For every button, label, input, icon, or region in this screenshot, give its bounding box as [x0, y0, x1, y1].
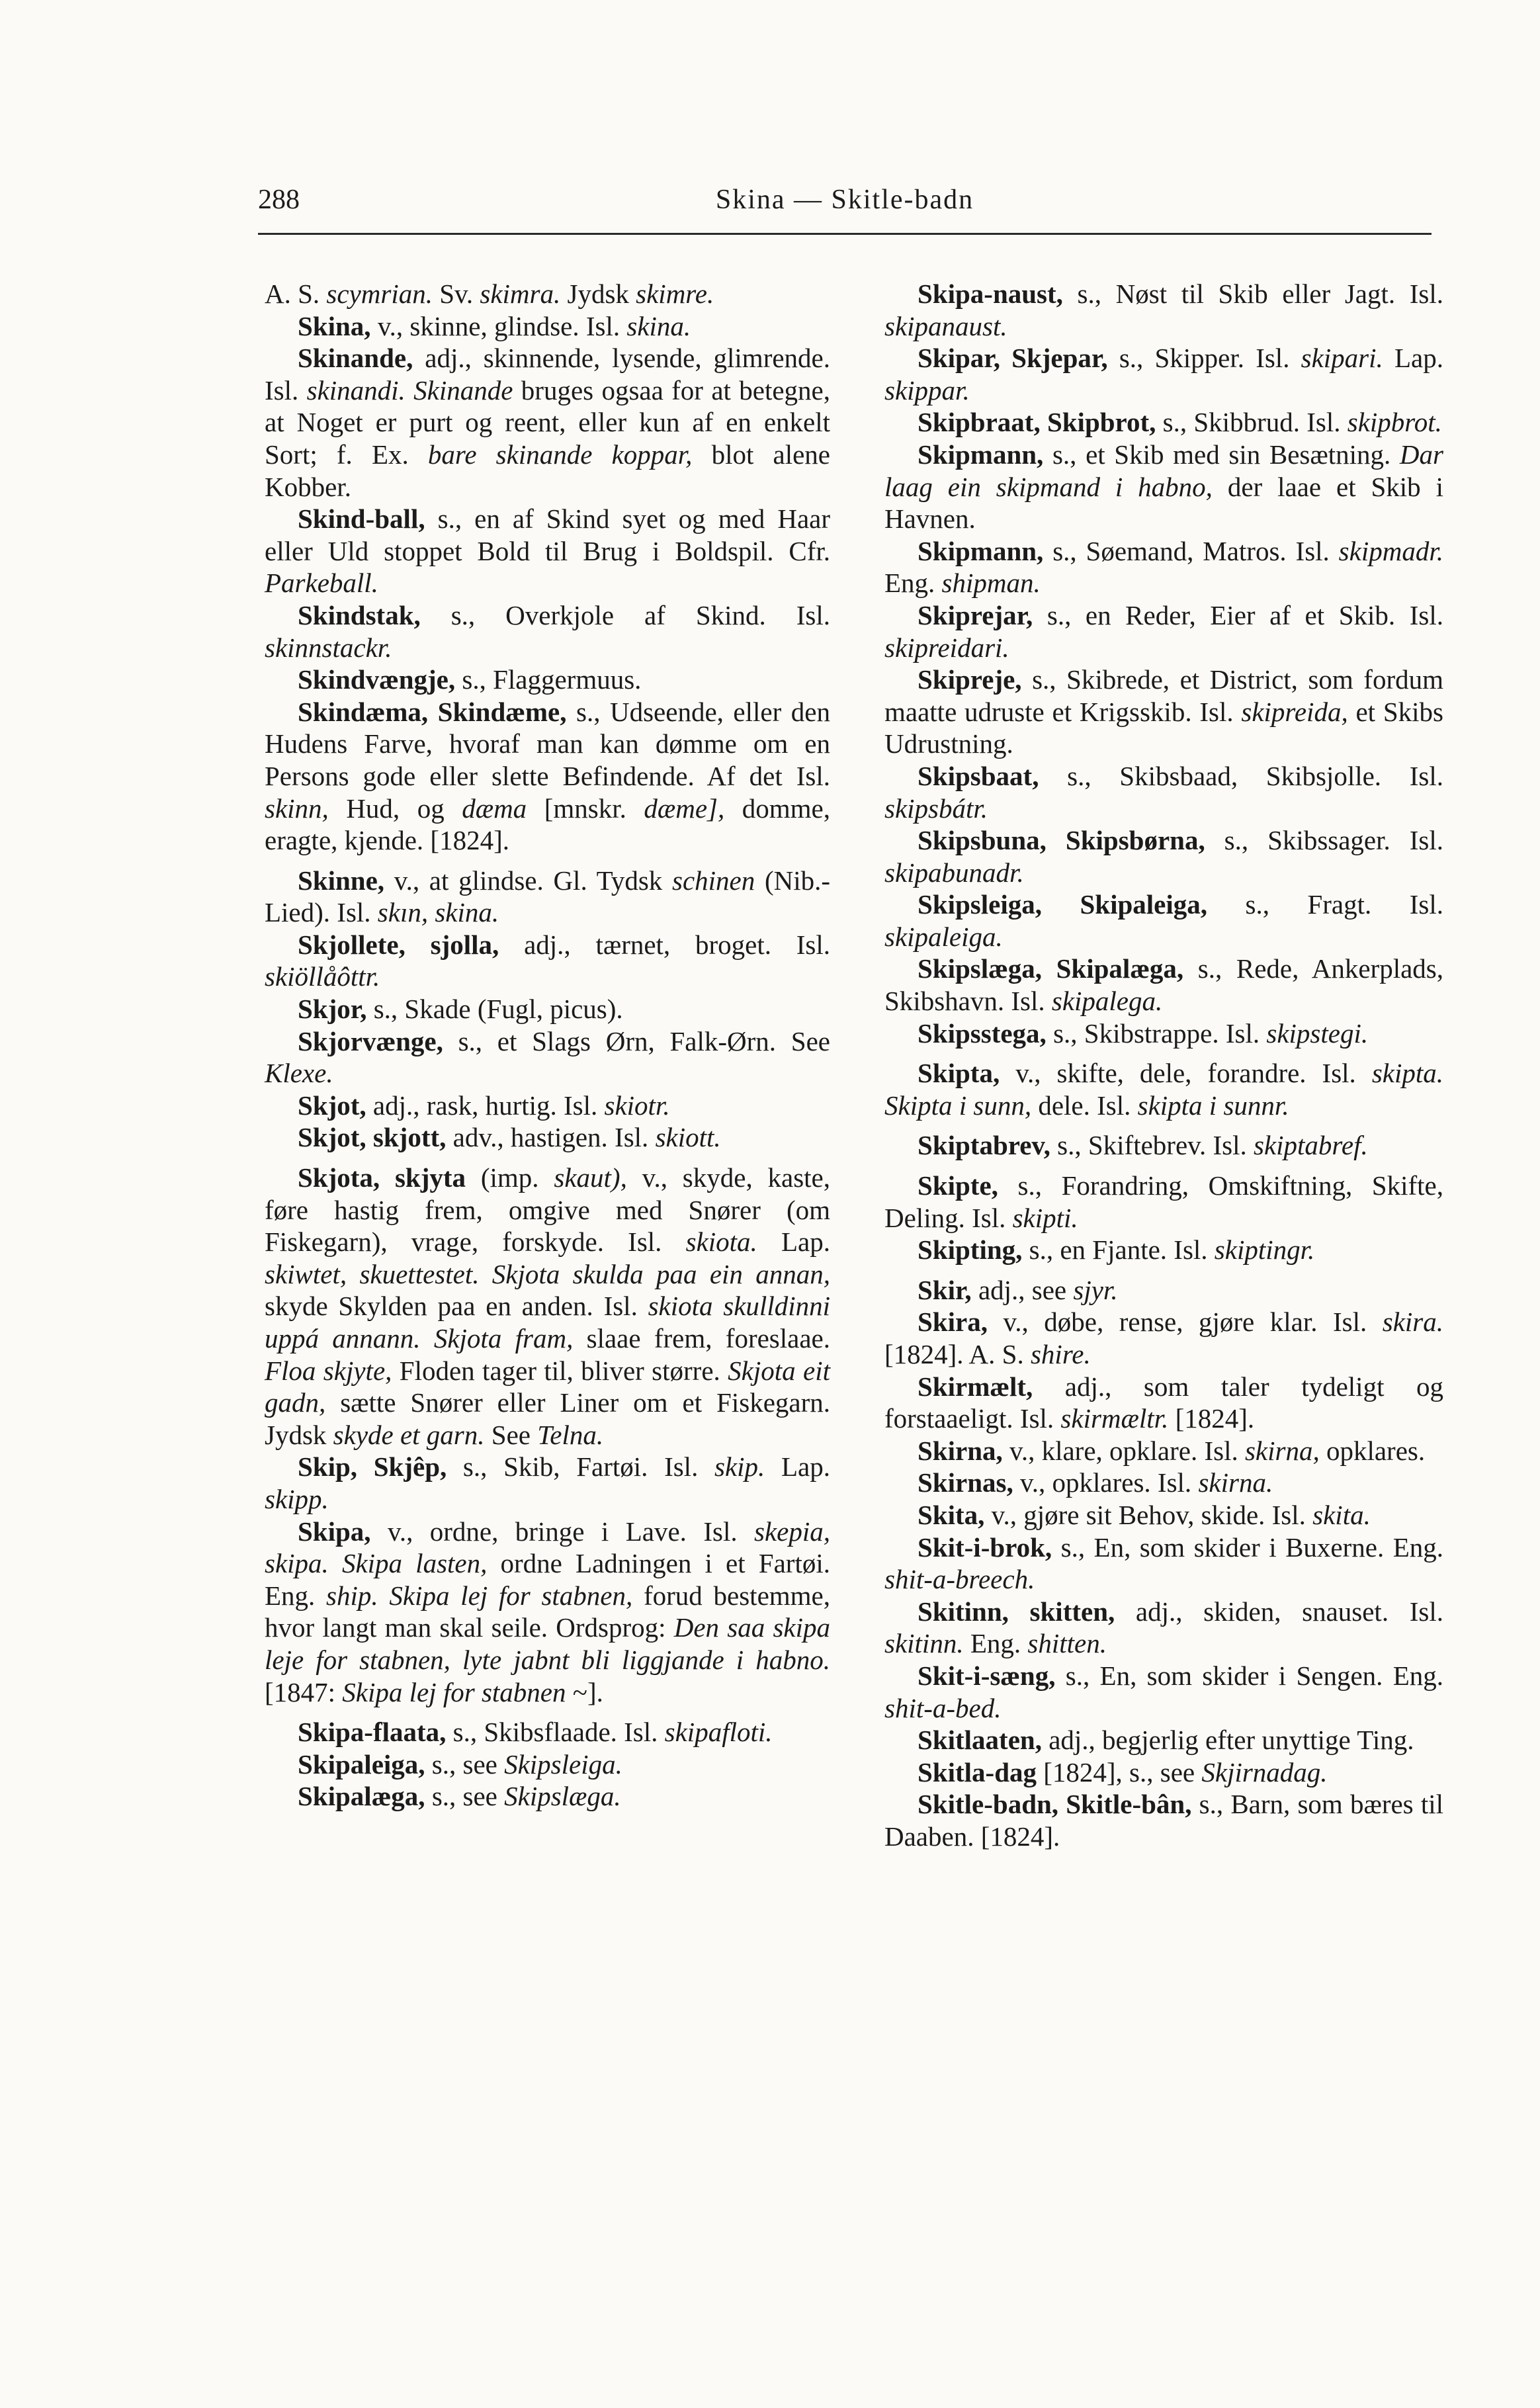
entry-text: bruges ogsaa for at betegne, at Noget er purt og reent, eller kun af en enkelt Sort; f. Ex. — [265, 374, 830, 470]
entry-text: [1824]. A. S. — [884, 1339, 1031, 1369]
page-header — [258, 184, 1432, 226]
dictionary-entry — [884, 1057, 1443, 1121]
italic-text: Floa skjyte, — [265, 1355, 392, 1386]
italic-text: skitinn. — [884, 1628, 964, 1659]
entry-text: Eng. — [963, 1628, 1028, 1659]
entry-text: A. S. — [265, 279, 327, 309]
dictionary-entry — [265, 1025, 830, 1090]
entry-text: s., En, som skider i Sengen. Eng. — [1055, 1660, 1443, 1691]
entry-text: s., Skibstrappe. Isl. — [1046, 1017, 1267, 1049]
headword: Skipar, Skjepar, — [918, 343, 1108, 374]
italic-text: Dar laag ein skipmand i habno, — [884, 439, 1443, 502]
italic-text: skipbrot. — [1347, 407, 1442, 438]
italic-text: shit-a-bed. — [884, 1692, 1002, 1723]
italic-text: skippar. — [884, 374, 970, 406]
italic-text: skipti. — [1012, 1202, 1078, 1233]
italic-text: sjyr. — [1073, 1274, 1118, 1305]
italic-text: skina. — [626, 310, 691, 341]
entry-text: See — [484, 1419, 538, 1450]
dictionary-entry — [265, 503, 830, 599]
headword: Skipa-flaata, — [298, 1717, 447, 1748]
entry-text: adj., begjerlig efter unyttige Ting. — [1041, 1725, 1414, 1756]
italic-text: skimra. — [480, 279, 561, 309]
entry-text: s., Rede, Ankerplads, Skibshavn. Isl. — [884, 953, 1443, 1017]
entry-text: sætte Snører eller Liner om et Fiskegarn. Jydsk — [265, 1387, 830, 1450]
headword: Skipsbaat, — [918, 760, 1039, 791]
entry-text: s., Skipper. Isl. — [1107, 343, 1301, 374]
dictionary-entry — [265, 1748, 830, 1781]
italic-text: dæma — [462, 793, 527, 824]
headword: Skitle-badn, Skitle-bân, — [918, 1789, 1192, 1820]
entry-text: opklares. — [1319, 1435, 1426, 1466]
dictionary-entry — [884, 599, 1443, 664]
right-column — [884, 278, 1443, 1853]
entry-text: domme, eragte, kjende. [1824]. — [265, 793, 830, 856]
dictionary-entry — [884, 1756, 1443, 1789]
headword: Skjorvænge, — [298, 1025, 443, 1056]
dictionary-entry — [884, 1467, 1443, 1499]
headword: Skitlaaten, — [918, 1725, 1042, 1756]
italic-text: skiöllåôttr. — [265, 961, 380, 992]
dictionary-entry — [884, 406, 1443, 439]
italic-text: skipaleiga. — [884, 921, 1003, 952]
entry-text: [1847: — [265, 1676, 343, 1707]
headword: Skira, — [918, 1307, 988, 1338]
entry-text: dele. Isl. — [1031, 1090, 1138, 1121]
entry-text: ~]. — [566, 1676, 603, 1707]
running-head: Skina — Skitle-badn — [715, 185, 974, 215]
entry-text: [1824]. — [1168, 1403, 1255, 1434]
italic-text: skiota. — [685, 1226, 757, 1258]
entry-text: s., Skibsbaad, Skibsjolle. Isl. — [1039, 760, 1443, 791]
headword: Skitla-dag — [918, 1756, 1037, 1787]
dictionary-entry — [884, 1499, 1443, 1531]
headword: Skindvængje, — [298, 664, 456, 695]
entry-text: [mnskr. — [527, 793, 644, 824]
entry-text: v., ordne, bringe i Lave. Isl. — [370, 1516, 754, 1547]
italic-text: shire. — [1030, 1339, 1091, 1369]
headword: Skitinn, skitten, — [918, 1596, 1115, 1627]
italic-text: skepia, skipa. Skipa lasten, — [265, 1516, 830, 1579]
dictionary-entry — [884, 664, 1443, 760]
entry-text: adj., skiden, snauset. Isl. — [1115, 1596, 1443, 1627]
italic-text: skimre. — [636, 279, 714, 309]
dictionary-entry — [884, 1435, 1443, 1467]
dictionary-entry — [884, 1724, 1443, 1756]
dictionary-entry — [265, 1121, 830, 1154]
headword: Skipa-naust, — [918, 279, 1063, 309]
entry-text: Lap. — [765, 1451, 830, 1483]
headword: Skirna, — [918, 1435, 1003, 1466]
headword: Skipta, — [918, 1058, 1000, 1089]
entry-text: v., klare, opklare. Isl. — [1002, 1435, 1245, 1466]
entry-text: v., gjøre sit Behov, skide. Isl. — [984, 1499, 1313, 1530]
italic-text: skira. — [1382, 1307, 1443, 1338]
italic-text: skirna. — [1198, 1467, 1273, 1498]
headword: Skina, — [298, 310, 371, 341]
headword: Skipbraat, Skipbrot, — [918, 407, 1156, 438]
dictionary-entry — [884, 278, 1443, 342]
entry-text: v., skifte, dele, forandre. Isl. — [1000, 1058, 1372, 1089]
entry-text: s., Udseende, eller den Hudens Farve, hvoraf man kan dømme om en Persons gode eller slette Befindende. Af det Isl. — [265, 696, 830, 791]
entry-text: s., en Reder, Eier af et Skib. Isl. — [1033, 599, 1443, 630]
dictionary-entry — [265, 599, 830, 664]
headword: Skind-ball, — [298, 503, 425, 535]
italic-text: skiotr. — [604, 1090, 670, 1121]
entry-text: (Nib.-Lied). Isl. — [265, 865, 831, 928]
dictionary-entry — [884, 439, 1443, 535]
entry-text: s., et Skib med sin Besætning. — [1043, 439, 1400, 470]
entry-text: s., Flaggermuus. — [455, 664, 642, 695]
italic-text: dæme], — [644, 793, 725, 824]
entry-text: adv., hastigen. Isl. — [446, 1122, 656, 1153]
dictionary-entry — [265, 1451, 830, 1515]
italic-text: skipari. — [1301, 343, 1383, 374]
entry-text: s., Søemand, Matros. Isl. — [1043, 535, 1339, 566]
headword: Skjot, — [298, 1090, 366, 1121]
italic-text: Parkeball. — [265, 568, 378, 599]
headword: Skipting, — [918, 1234, 1023, 1266]
italic-text: skipp. — [265, 1483, 329, 1514]
entry-text: forud bestemme, hvor langt man skal seile. Ordsprog: — [265, 1580, 831, 1643]
entry-text: s., et Slags Ørn, Falk-Ørn. See — [443, 1025, 830, 1056]
dictionary-entry — [884, 1306, 1443, 1370]
entry-text: adj., tærnet, broget. Isl. — [499, 929, 831, 960]
entry-text: Floden tager til, bliver større. — [392, 1355, 728, 1386]
dictionary-entry — [884, 1596, 1443, 1660]
headword: Skip, Skjêp, — [298, 1451, 447, 1483]
entry-text: Hud, og — [328, 793, 462, 824]
entry-text: s., En, som skider i Buxerne. Eng. — [1052, 1531, 1443, 1563]
entry-text: s., Skibrede, et District, som fordum maatte udruste et Krigsskib. Isl. — [884, 664, 1443, 727]
headword: Skiptabrev, — [918, 1130, 1050, 1161]
italic-text: skita. — [1312, 1499, 1371, 1530]
headword: Skinande, — [298, 343, 413, 374]
headword: Skipmann, — [918, 439, 1044, 470]
italic-text: skipreidari. — [884, 632, 1009, 663]
dictionary-entry — [884, 1017, 1443, 1050]
headword: Skirnas, — [918, 1467, 1013, 1498]
italic-text: Telna. — [537, 1419, 604, 1450]
entry-text: s., Barn, som bæres til Daaben. [1824]. — [884, 1789, 1443, 1852]
entry-text: adj., see — [971, 1274, 1074, 1305]
italic-text: Skipsleiga. — [504, 1748, 622, 1780]
entry-text: blot alene Kobber. — [265, 439, 831, 502]
dictionary-entry — [884, 535, 1443, 599]
entry-text: s., Forandring, Omskiftning, Skifte, Deling. Isl. — [884, 1170, 1443, 1233]
entry-text: s., en af Skind syet og med Haar eller Uld stoppet Bold til Brug i Boldspil. Cfr. — [265, 503, 830, 566]
entry-text: s., see — [425, 1781, 505, 1812]
entry-text: s., Skibssager. Isl. — [1205, 825, 1443, 856]
headword: Skit-i-brok, — [918, 1531, 1052, 1563]
dictionary-entry — [884, 888, 1443, 953]
entry-text: v., døbe, rense, gjøre klar. Isl. — [987, 1307, 1383, 1338]
entry-text: Lap. — [757, 1226, 830, 1258]
entry-text: adj., skinnende, lysende, glimrende. Isl. — [265, 343, 830, 406]
headword: Skipmann, — [918, 535, 1044, 566]
italic-text: skın, skina. — [377, 897, 499, 928]
italic-text: Den saa skipa leje for stabnen, lyte jabnt bli liggjande i habno. — [265, 1612, 830, 1675]
italic-text: skipanaust. — [884, 310, 1007, 341]
italic-text: skaut), — [554, 1162, 627, 1193]
entry-text: s., Skibbrud. Isl. — [1156, 407, 1348, 438]
dictionary-entry — [265, 310, 830, 343]
headword: Skipreje, — [918, 664, 1022, 695]
dictionary-entry — [265, 1780, 830, 1813]
entry-text: s., Skade (Fugl, picus). — [366, 994, 623, 1025]
dictionary-entry — [265, 278, 830, 310]
entry-text: v., skinne, glindse. Isl. — [370, 310, 627, 341]
italic-text: Skjirnadag. — [1201, 1756, 1328, 1787]
entry-text: slaae frem, foreslaae. — [573, 1323, 830, 1354]
dictionary-entry — [265, 1090, 830, 1122]
dictionary-entry — [884, 342, 1443, 406]
dictionary-entry — [884, 1371, 1443, 1435]
italic-text: skirna, — [1244, 1435, 1320, 1466]
dictionary-entry — [884, 1788, 1443, 1852]
italic-text: skiptingr. — [1214, 1234, 1315, 1266]
dictionary-entry — [265, 1162, 830, 1451]
headword: Skipte, — [918, 1170, 998, 1201]
dictionary-entry — [884, 1660, 1443, 1724]
entry-text: s., Nøst til Skib eller Jagt. Isl. — [1062, 279, 1443, 309]
headword: Skit-i-sæng, — [918, 1660, 1056, 1691]
entry-text: Lap. — [1383, 343, 1443, 374]
italic-text: skiptabref. — [1254, 1130, 1368, 1161]
headword: Skjollete, sjolla, — [298, 929, 499, 960]
headword: Skipsbuna, Skipsbørna, — [918, 825, 1205, 856]
dictionary-entry — [265, 664, 830, 696]
dictionary-entry — [884, 760, 1443, 824]
headword: Skindæma, Skindæme, — [298, 696, 567, 727]
italic-text: skiota skulldinni uppá annann. Skjota fram, — [265, 1291, 830, 1354]
headword: Skipaleiga, — [298, 1748, 425, 1780]
dictionary-entry — [884, 1531, 1443, 1596]
italic-text: skiott. — [655, 1122, 721, 1153]
headword: Skjot, skjott, — [298, 1122, 447, 1153]
entry-text: adj., rask, hurtig. Isl. — [366, 1090, 605, 1121]
entry-text: s., Overkjole af Skind. Isl. — [420, 599, 830, 630]
headword: Skipsleiga, Skipaleiga, — [918, 889, 1208, 920]
dictionary-entry — [265, 865, 830, 929]
italic-text: skip. — [714, 1451, 765, 1483]
headword: Skir, — [918, 1274, 972, 1305]
italic-text: Skipslæga. — [504, 1781, 621, 1812]
dictionary-entry — [265, 342, 830, 503]
dictionary-entry — [884, 824, 1443, 888]
italic-text: Klexe. — [265, 1058, 333, 1089]
italic-text: schinen — [672, 865, 755, 896]
entry-text: s., en Fjante. Isl. — [1022, 1234, 1215, 1266]
entry-text: s., Skiftebrev. Isl. — [1050, 1130, 1254, 1161]
headword: Skinne, — [298, 865, 385, 896]
entry-text: ordne Ladningen i et Fartøi. Eng. — [265, 1548, 830, 1611]
headword: Skjota, skjyta — [298, 1162, 466, 1193]
dictionary-entry — [265, 1516, 830, 1709]
dictionary-entry — [884, 953, 1443, 1017]
italic-text: shit-a-breech. — [884, 1564, 1035, 1595]
headword: Skjor, — [298, 994, 367, 1025]
italic-text: skipsbátr. — [884, 793, 988, 824]
entry-text: s., see — [425, 1748, 505, 1780]
page-number: 288 — [258, 185, 300, 215]
italic-text: bare skinande koppar, — [427, 439, 693, 470]
italic-text: skyde et garn. — [333, 1419, 485, 1450]
italic-text: skipabunadr. — [884, 857, 1024, 888]
italic-text: Skjota eit gadn, — [265, 1355, 830, 1418]
dictionary-entry — [884, 1234, 1443, 1266]
entry-text: [1824], s., see — [1037, 1756, 1202, 1787]
left-column — [265, 278, 830, 1813]
dictionary-entry — [265, 929, 830, 993]
entry-text: v., skyde, kaste, føre hastig frem, omgive med Snører (om Fiskegarn), vrage, forskyde. Isl. — [265, 1162, 831, 1258]
italic-text: skirmæltr. — [1060, 1403, 1169, 1434]
entry-text: adj., som taler tydeligt og forstaaeligt. Isl. — [884, 1371, 1443, 1434]
dictionary-entry — [884, 1129, 1443, 1162]
italic-text: skinandi. Skinande — [306, 374, 513, 406]
italic-text: skipreida, — [1241, 696, 1348, 727]
italic-text: skipstegi. — [1266, 1017, 1369, 1049]
headword: Skirmælt, — [918, 1371, 1033, 1402]
headword: Skindstak, — [298, 599, 421, 630]
headword: Skipslæga, Skipalæga, — [918, 953, 1184, 984]
entry-text: (imp. — [466, 1162, 554, 1193]
headword: Skipa, — [298, 1516, 371, 1547]
headword: Skiprejar, — [918, 599, 1033, 630]
entry-text: s., Skibsflaade. Isl. — [446, 1717, 665, 1748]
italic-text: shitten. — [1027, 1628, 1107, 1659]
italic-text: skinnstackr. — [265, 632, 392, 663]
italic-text: skipmadr. — [1338, 535, 1443, 566]
dictionary-entry — [265, 696, 830, 857]
italic-text: scymrian. — [326, 279, 433, 309]
italic-text: skipta. Skipta i sunn, — [884, 1058, 1443, 1121]
entry-text: s., Skib, Fartøi. Isl. — [447, 1451, 715, 1483]
dictionary-entry — [884, 1274, 1443, 1307]
headword: Skipalæga, — [298, 1781, 425, 1812]
dictionary-entry — [265, 993, 830, 1025]
headword: Skita, — [918, 1499, 985, 1530]
italic-text: skipta i sunnr. — [1137, 1090, 1289, 1121]
entry-text: v., at glindse. Gl. Tydsk — [384, 865, 672, 896]
entry-text: s., Fragt. Isl. — [1207, 889, 1444, 920]
italic-text: skipafloti. — [664, 1717, 773, 1748]
italic-text: Skipa lej for stabnen — [342, 1676, 566, 1707]
entry-text: der laae et Skib i Havnen. — [884, 471, 1443, 535]
italic-text: shipman. — [941, 568, 1041, 599]
italic-text: skipalega. — [1051, 986, 1163, 1017]
italic-text: skiwtet, skuettestet. Skjota skulda paa ein annan, — [265, 1258, 830, 1289]
entry-text: Eng. — [884, 568, 942, 599]
entry-text: v., opklares. Isl. — [1013, 1467, 1199, 1498]
entry-text: skyde Skylden paa en anden. Isl. — [265, 1291, 648, 1322]
entry-text: Jydsk — [560, 279, 636, 309]
italic-text: ship. Skipa lej for stabnen, — [326, 1580, 633, 1611]
italic-text: skinn, — [265, 793, 329, 824]
entry-text: et Skibs Udrustning. — [884, 696, 1443, 759]
dictionary-entry — [265, 1716, 830, 1748]
entry-text: Sv. — [432, 279, 480, 309]
headword: Skipsstega, — [918, 1017, 1047, 1049]
dictionary-entry — [884, 1170, 1443, 1234]
header-rule — [258, 233, 1432, 235]
